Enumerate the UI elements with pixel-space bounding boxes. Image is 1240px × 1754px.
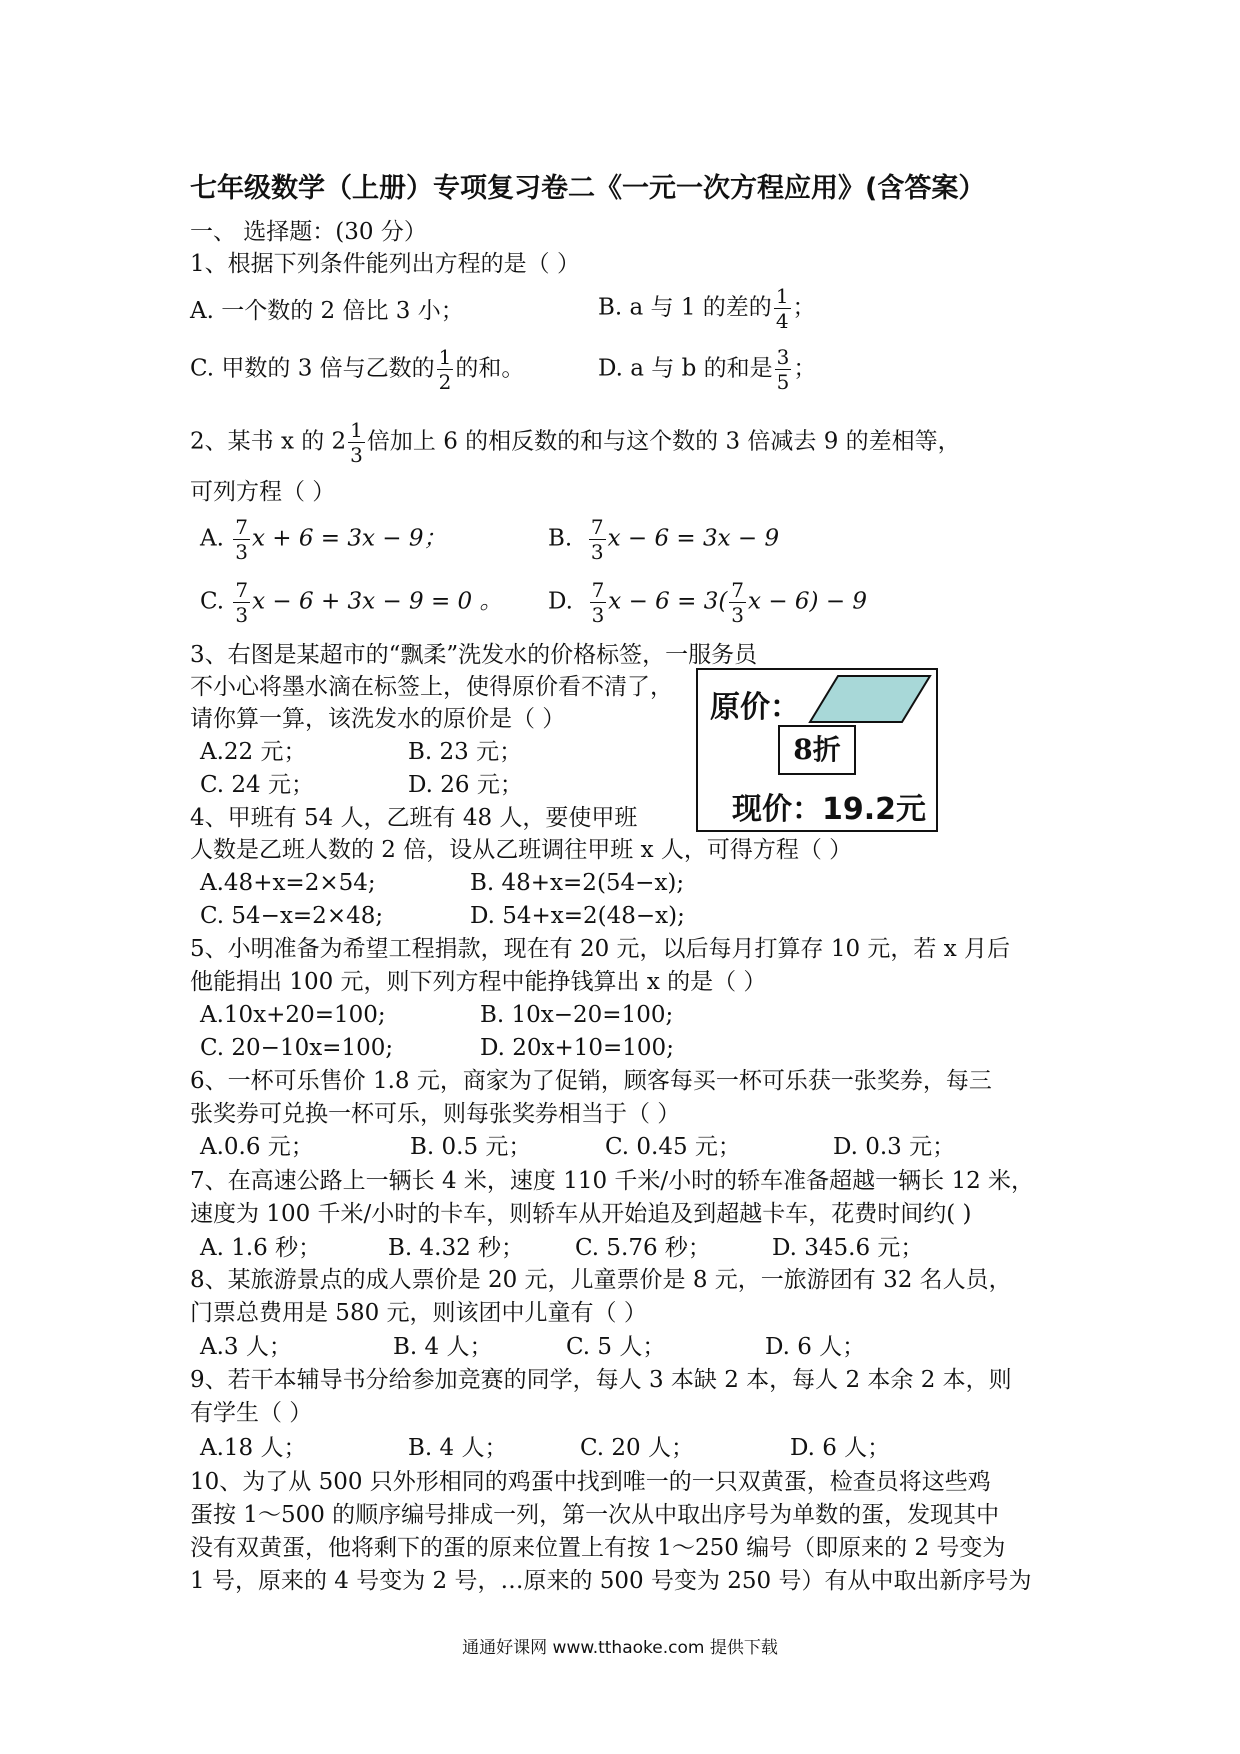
- q1-option-b: B. a 与 1 的差的 $\frac{1}{4}$ ；: [598, 284, 816, 333]
- question-3-stem-2: 不小心将墨水滴在标签上，使得原价看不清了，: [190, 674, 673, 700]
- q1-option-d: D. a 与 b 的和是 $\frac{3}{5}$ ；: [598, 345, 817, 394]
- q6-option-c: C. 0.45 元；: [605, 1134, 741, 1160]
- q7-option-b: B. 4.32 秒；: [388, 1235, 525, 1261]
- current-price-label: 现价：19.2元: [732, 792, 927, 827]
- question-3-stem: 3、右图是某超市的“飘柔”洗发水的价格标签，一服务员: [190, 642, 758, 668]
- page-footer: 通通好课网 www.tthaoke.com 提供下载: [462, 1638, 778, 1658]
- q2-option-c: C. $\frac{7}{3}$ x − 6 + 3x − 9 = 0 。: [200, 578, 503, 627]
- q4-option-b: B. 48+x=2(54−x);: [470, 870, 685, 896]
- question-2-stem-2: 可列方程（ ）: [190, 479, 336, 505]
- q7-option-d: D. 345.6 元；: [772, 1235, 924, 1261]
- question-7-stem: 7、在高速公路上一辆长 4 米，速度 110 千米/小时的轿车准备超越一辆长 12 米，: [190, 1168, 1035, 1194]
- question-7-stem-2: 速度为 100 千米/小时的卡车，则轿车从开始追及到超越卡车，花费时间约( ): [190, 1201, 972, 1227]
- q3-option-a: A.22 元；: [200, 739, 307, 765]
- q5-option-c: C. 20−10x=100;: [200, 1035, 394, 1061]
- q3-option-d: D. 26 元；: [408, 772, 523, 798]
- q4-option-a: A.48+x=2×54;: [200, 870, 376, 896]
- page-title: 七年级数学（上册）专项复习卷二《一元一次方程应用》(含答案）: [190, 173, 986, 204]
- price-tag: [696, 668, 938, 832]
- section-heading: 一、 选择题：(30 分）: [190, 219, 427, 245]
- q8-option-b: B. 4 人；: [393, 1334, 493, 1360]
- question-10-stem-2: 蛋按 1～500 的顺序编号排成一列，第一次从中取出序号为单数的蛋，发现其中: [190, 1502, 1000, 1528]
- question-4-stem: 4、甲班有 54 人，乙班有 48 人，要使甲班: [190, 805, 638, 831]
- question-6-stem-2: 张奖券可兑换一杯可乐，则每张奖券相当于（ ）: [190, 1101, 681, 1127]
- ink-blot-icon: [808, 674, 932, 724]
- question-1-stem: 1、根据下列条件能列出方程的是（ ）: [190, 251, 580, 277]
- q4-option-d: D. 54+x=2(48−x);: [470, 903, 685, 929]
- q5-option-d: D. 20x+10=100;: [480, 1035, 674, 1061]
- question-10-stem: 10、为了从 500 只外形相同的鸡蛋中找到唯一的一只双黄蛋，检查员将这些鸡: [190, 1469, 991, 1495]
- q8-option-c: C. 5 人；: [566, 1334, 666, 1360]
- question-10-stem-4: 1 号，原来的 4 号变为 2 号，…原来的 500 号变为 250 号）有从中取出新序号为: [190, 1568, 1032, 1594]
- q6-option-a: A.0.6 元；: [200, 1134, 314, 1160]
- question-4-stem-2: 人数是乙班人数的 2 倍，设从乙班调往甲班 x 人，可得方程（ ）: [190, 837, 853, 863]
- q9-option-b: B. 4 人；: [408, 1435, 508, 1461]
- q8-option-d: D. 6 人；: [765, 1334, 866, 1360]
- question-6-stem: 6、一杯可乐售价 1.8 元，商家为了促销，顾客每买一杯可乐获一张奖券，每三: [190, 1068, 992, 1094]
- q8-option-a: A.3 人；: [200, 1334, 292, 1360]
- question-8-stem-2: 门票总费用是 580 元，则该团中儿童有（ ）: [190, 1300, 647, 1326]
- q6-option-d: D. 0.3 元；: [833, 1134, 956, 1160]
- question-8-stem: 8、某旅游景点的成人票价是 20 元，儿童票价是 8 元，一旅游团有 32 名人员，: [190, 1267, 1012, 1293]
- q7-option-c: C. 5.76 秒；: [575, 1235, 711, 1261]
- q4-option-c: C. 54−x=2×48;: [200, 903, 384, 929]
- q1-option-c: C. 甲数的 3 倍与乙数的 $\frac{1}{2}$ 的和。: [190, 345, 525, 394]
- q2-option-b: B. $\frac{7}{3}$ x − 6 = 3x − 9: [548, 515, 780, 564]
- question-5-stem: 5、小明准备为希望工程捐款，现在有 20 元，以后每月打算存 10 元，若 x 月后: [190, 936, 1011, 962]
- question-9-stem-2: 有学生（ ）: [190, 1400, 313, 1426]
- q9-option-c: C. 20 人；: [580, 1435, 694, 1461]
- q7-option-a: A. 1.6 秒；: [200, 1235, 322, 1261]
- original-price-label: 原价：: [710, 690, 800, 725]
- question-10-stem-3: 没有双黄蛋，他将剩下的蛋的原来位置上有按 1～250 编号（即原来的 2 号变为: [190, 1535, 1006, 1561]
- question-2-stem: 2、某书 x 的 2 $\frac{1}{3}$ 倍加上 6 的相反数的和与这个数的 3 倍减去 9 的差相等，: [190, 418, 961, 467]
- q2-option-d: D. $\frac{7}{3}$ x − 6 = 3( $\frac{7}{3}$ x − 6) − 9: [548, 578, 868, 627]
- q2-option-a: A. $\frac{7}{3}$ x + 6 = 3x − 9；: [200, 515, 447, 564]
- q1-option-a: A. 一个数的 2 倍比 3 小；: [190, 298, 464, 324]
- question-3-stem-3: 请你算一算，该洗发水的原价是（ ）: [190, 706, 566, 732]
- question-5-stem-2: 他能捐出 100 元，则下列方程中能挣钱算出 x 的是（ ）: [190, 969, 767, 995]
- q9-option-a: A.18 人；: [200, 1435, 307, 1461]
- q3-option-c: C. 24 元；: [200, 772, 314, 798]
- q3-option-b: B. 23 元；: [408, 739, 523, 765]
- discount-box: 8折: [778, 725, 856, 775]
- q5-option-a: A.10x+20=100;: [200, 1002, 386, 1028]
- q9-option-d: D. 6 人；: [790, 1435, 891, 1461]
- question-9-stem: 9、若干本辅导书分给参加竞赛的同学，每人 3 本缺 2 本，每人 2 本余 2 本，则: [190, 1367, 1012, 1393]
- q6-option-b: B. 0.5 元；: [410, 1134, 532, 1160]
- q5-option-b: B. 10x−20=100;: [480, 1002, 674, 1028]
